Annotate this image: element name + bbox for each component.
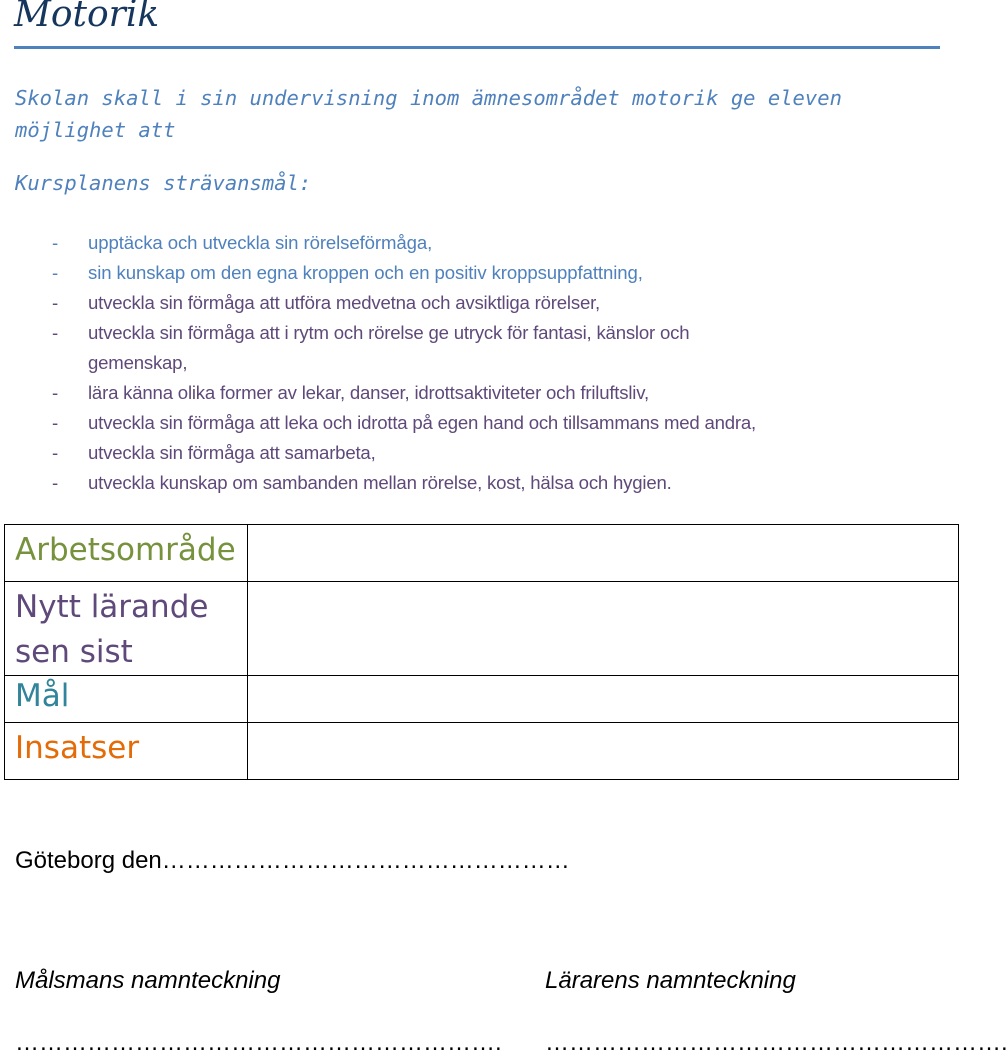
teacher-signature-label: Lärarens namnteckning (545, 967, 796, 994)
goals-label-text: Mål (15, 678, 70, 714)
actions-label-text: Insatser (15, 730, 140, 766)
work-table (4, 524, 959, 780)
work-area-field[interactable] (248, 525, 959, 582)
table-row (5, 582, 959, 676)
goal-item (0, 228, 938, 258)
goal-text: utveckla sin förmåga att samarbeta, (88, 442, 376, 463)
goal-text: sin kunskap om den egna kroppen och en positiv kroppsuppfattning, (88, 262, 643, 283)
table-row (5, 676, 959, 723)
list-dash: - (52, 262, 59, 283)
goal-item (0, 258, 938, 288)
goal-item (0, 348, 938, 378)
guardian-signature-label: Målsmans namnteckning (15, 967, 281, 994)
goal-item (0, 288, 938, 318)
work-area-label (5, 525, 248, 582)
goal-text: utveckla sin förmåga att i rytm och rörelse ge utryck för fantasi, känslor och (88, 322, 690, 343)
goal-text: upptäcka och utveckla sin rörelseförmåga, (88, 232, 433, 253)
goal-item (0, 378, 938, 408)
page-title: Motorik (14, 0, 160, 35)
guardian-signature-line: ……………………………………………………. (15, 1029, 502, 1056)
work-area-label-text: Arbetsområde (15, 532, 236, 568)
goal-text: utveckla kunskap om sambanden mellan rörelse, kost, hälsa och hygien. (88, 472, 672, 493)
list-dash: - (52, 232, 59, 253)
goal-text: utveckla sin förmåga att utföra medvetna och avsiktliga rörelser, (88, 292, 601, 313)
goal-item (0, 318, 938, 348)
list-dash: - (52, 382, 58, 403)
goal-text: lära känna olika former av lekar, danser, idrottsaktiviteter och friluftsliv, (88, 382, 649, 403)
teacher-signature-line: …………………………………………………. (545, 1029, 1008, 1056)
goal-item (0, 468, 938, 498)
list-dash: - (52, 322, 58, 343)
list-dash: - (52, 442, 58, 463)
title-underline (14, 46, 940, 49)
actions-field[interactable] (248, 723, 959, 780)
list-dash: - (52, 472, 58, 493)
date-line: Göteborg den…………………………………………… (15, 847, 570, 874)
intro-text: Skolan skall i sin undervisning inom ämnesområdet motorik ge eleven möjlighet att (15, 86, 842, 142)
goals-heading: Kursplanens strävansmål: (15, 171, 312, 195)
goal-text: utveckla sin förmåga att leka och idrotta på egen hand och tillsammans med andra, (88, 412, 757, 433)
goal-list (0, 228, 938, 498)
goal-item (0, 438, 938, 468)
new-learning-label (5, 582, 248, 676)
goal-text: gemenskap, (88, 352, 188, 373)
list-dash: - (52, 292, 58, 313)
new-learning-label-line1: Nytt lärande (15, 589, 209, 625)
goals-label (5, 676, 248, 723)
table-row (5, 723, 959, 780)
actions-label (5, 723, 248, 780)
goals-field[interactable] (248, 676, 959, 723)
new-learning-field[interactable] (248, 582, 959, 676)
goal-item (0, 408, 938, 438)
list-dash: - (52, 412, 58, 433)
new-learning-label-line2: sen sist (15, 634, 133, 670)
table-row (5, 525, 959, 582)
